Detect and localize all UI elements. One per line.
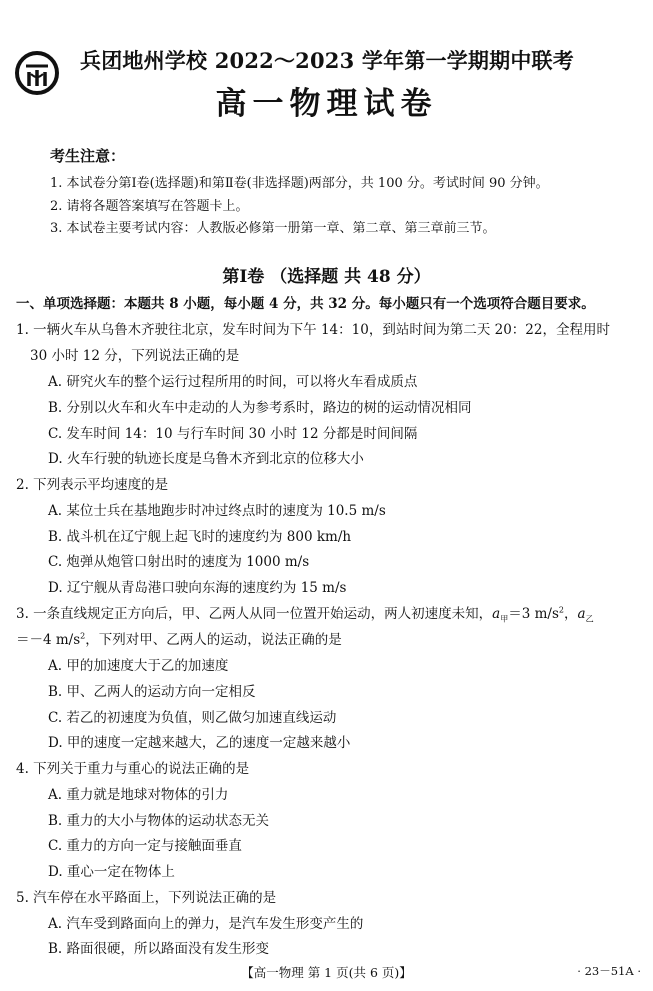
question-5-option-b: B. 路面很硬，所以路面没有发生形变 (48, 941, 270, 957)
question-4-option-a: A. 重力就是地球对物体的引力 (48, 787, 229, 803)
question-2-option-a: A. 某位士兵在基地跑步时冲过终点时的速度为 10.5 m/s (48, 503, 386, 519)
question-1-option-b: B. 分别以火车和火车中走动的人为参考系时，路边的树的运动情况相同 (48, 400, 472, 416)
notice-item: 3. 本试卷主要考试内容：人教版必修第一册第一章、第二章、第三章前三节。 (50, 221, 496, 236)
question-3-option-b: B. 甲、乙两人的运动方向一定相反 (48, 684, 256, 700)
question-3-option-d: D. 甲的速度一定越来越大，乙的速度一定越来越小 (48, 735, 351, 751)
paper-title: 高一物理试卷 (215, 86, 438, 122)
question-2-option-b: B. 战斗机在辽宁舰上起飞时的速度约为 800 km/h (48, 529, 352, 545)
exam-title: 兵团地州学校 2022～2023 学年第一学期期中联考 (80, 48, 574, 73)
notice-title: 考生注意： (50, 147, 126, 165)
page-footer: 【高一物理 第 1 页(共 6 页)】 (241, 965, 412, 980)
question-2-option-d: D. 辽宁舰从青岛港口驶向东海的速度约为 15 m/s (48, 580, 347, 596)
question-3-option-c: C. 若乙的初速度为负值，则乙做匀加速直线运动 (48, 710, 337, 726)
paper-code: · 23－51A · (577, 964, 641, 978)
question-4-option-d: D. 重心一定在物体上 (48, 864, 175, 880)
question-3-stem-cont: ＝－4 $m/s^2$，下列对甲、乙两人的运动，说法正确的是 (16, 631, 342, 648)
question-3-stem: 3. 一条直线规定正方向后，甲、乙两人从同一位置开始运动，两人初速度未知，$a_甲=3$ $m/s^2$，$a_乙$ (16, 605, 594, 624)
part-heading: 一、单项选择题：本题共 8 小题，每小题 4 分，共 32 分。每小题只有一个选项符合题目要求。 (16, 296, 595, 312)
question-1-option-c: C. 发车时间 14：10 与行车时间 30 小时 12 分都是时间间隔 (48, 426, 418, 442)
question-4-option-b: B. 重力的大小与物体的运动状态无关 (48, 813, 270, 829)
section-title: 第Ⅰ卷 （选择题 共 48 分） (222, 267, 431, 287)
question-5-stem: 5. 汽车停在水平路面上，下列说法正确的是 (16, 890, 277, 906)
question-1-stem-cont: 30 小时 12 分，下列说法正确的是 (30, 348, 240, 364)
question-1-stem: 1. 一辆火车从乌鲁木齐驶往北京，发车时间为下午 14：10，到站时间为第二天 20：22，全程用时 (16, 322, 610, 338)
question-2-stem: 2. 下列表示平均速度的是 (16, 477, 169, 493)
question-5-option-a: A. 汽车受到路面向上的弹力，是汽车发生形变产生的 (48, 916, 364, 932)
notice-item: 1. 本试卷分第Ⅰ卷(选择题)和第Ⅱ卷(非选择题)两部分，共 100 分。考试时间 90 分钟。 (50, 176, 549, 191)
question-1-option-a: A. 研究火车的整个运行过程所用的时间，可以将火车看成质点 (48, 374, 418, 390)
question-2-option-c: C. 炮弹从炮管口射出时的速度为 1000 m/s (48, 554, 310, 570)
question-4-option-c: C. 重力的方向一定与接触面垂直 (48, 838, 242, 854)
question-3-option-a: A. 甲的加速度大于乙的加速度 (48, 658, 229, 674)
question-4-stem: 4. 下列关于重力与重心的说法正确的是 (16, 761, 250, 777)
notice-item: 2. 请将各题答案填写在答题卡上。 (50, 199, 249, 214)
question-1-option-d: D. 火车行驶的轨迹长度是乌鲁木齐到北京的位移大小 (48, 451, 364, 467)
